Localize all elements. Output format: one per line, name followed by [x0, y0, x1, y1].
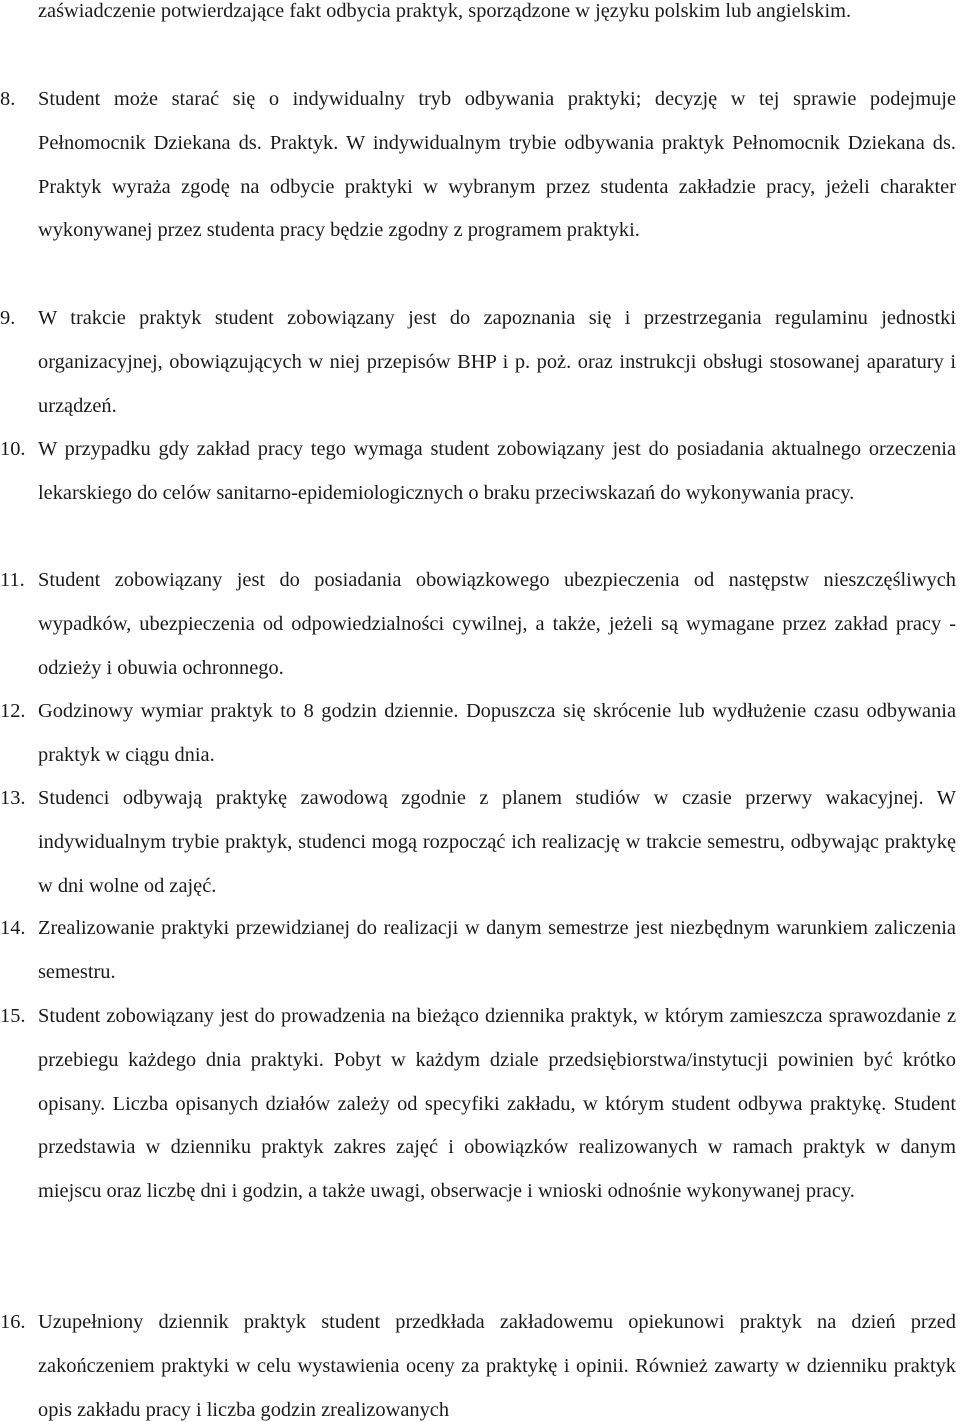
- item-text: W trakcie praktyk student zobowiązany jest do zapoznania się i przestrzegania regulaminu jednostki organizacyjnej, obowiązujących w niej przepisów BHP i p. poż. oraz instrukcji obsługi stosowanej aparatury i urządzeń.: [38, 307, 956, 417]
- list-item-11: [0, 559, 956, 690]
- list-item-9: [0, 297, 956, 428]
- list-item-13: [0, 777, 956, 908]
- list-item-10: [0, 428, 956, 516]
- item-number: 11.: [0, 569, 25, 591]
- item-number: 15.: [0, 1005, 26, 1027]
- intro-paragraph: zaświadczenie potwierdzające fakt odbycia praktyk, sporządzone w języku polskim lub angielskim.: [38, 0, 852, 22]
- item-text: Godzinowy wymiar praktyk to 8 godzin dziennie. Dopuszcza się skrócenie lub wydłużenie czasu odbywania praktyk w ciągu dnia.: [38, 700, 956, 766]
- item-text: Student zobowiązany jest do posiadania obowiązkowego ubezpieczenia od następstw nieszczęśliwych wypadków, ubezpieczenia od odpowiedzialności cywilnej, a także, jeżeli są wymagane przez zakład pracy - odzieży i obuwia ochronnego.: [38, 569, 956, 679]
- list-item-12: [0, 690, 956, 778]
- item-number: 8.: [0, 88, 16, 110]
- item-number: 12.: [0, 700, 26, 722]
- item-number: 16.: [0, 1311, 26, 1333]
- item-text: Zrealizowanie praktyki przewidzianej do realizacji w danym semestrze jest niezbędnym warunkiem zaliczenia semestru.: [38, 917, 956, 983]
- item-number: 13.: [0, 787, 26, 809]
- item-number: 9.: [0, 307, 16, 329]
- item-text: Uzupełniony dziennik praktyk student przedkłada zakładowemu opiekunowi praktyk na dzień przed zakończeniem praktyki w celu wystawienia oceny za praktykę i opinii. Również zawarty w dzienniku praktyk opis zakładu pracy i liczba godzin zrealizowanych: [38, 1311, 956, 1421]
- list-item-8: [0, 78, 956, 253]
- item-text: W przypadku gdy zakład pracy tego wymaga student zobowiązany jest do posiadania aktualnego orzeczenia lekarskiego do celów sanitarno-epidemiologicznych o braku przeciwskazań do wykonywania pracy.: [38, 438, 956, 504]
- item-number: 14.: [0, 917, 26, 939]
- list-item-16: [0, 1301, 956, 1422]
- item-number: 10.: [0, 438, 26, 460]
- item-text: Studenci odbywają praktykę zawodową zgodnie z planem studiów w czasie przerwy wakacyjnej. W indywidualnym trybie praktyk, studenci mogą rozpocząć ich realizację w trakcie semestru, odbywając praktykę w dni wolne od zajęć.: [38, 787, 956, 897]
- item-text: Student może starać się o indywidualny tryb odbywania praktyki; decyzję w tej sprawie podejmuje Pełnomocnik Dziekana ds. Praktyk. W indywidualnym trybie odbywania praktyk Pełnomocnik Dziekana ds. Praktyk wyraża zgodę na odbycie praktyki w wybranym przez studenta zakładzie pracy, jeżeli charakter wykonywanej przez studenta pracy będzie zgodny z programem praktyki.: [38, 88, 956, 242]
- list-item-14: [0, 907, 956, 995]
- list-item-15: [0, 995, 956, 1214]
- item-text: Student zobowiązany jest do prowadzenia na bieżąco dziennika praktyk, w którym zamieszcza sprawozdanie z przebiegu każdego dnia praktyki. Pobyt w każdym dziale przedsiębiorstwa/instytucji powinien być krótko opisany. Liczba opisanych działów zależy od specyfiki zakładu, w którym student odbywa praktykę. Student przedstawia w dzienniku praktyk zakres zajęć i obowiązków realizowanych w ramach praktyk w danym miejscu oraz liczbę dni i godzin, a także uwagi, obserwacje i wnioski odnośnie wykonywanej pracy.: [38, 1005, 956, 1203]
